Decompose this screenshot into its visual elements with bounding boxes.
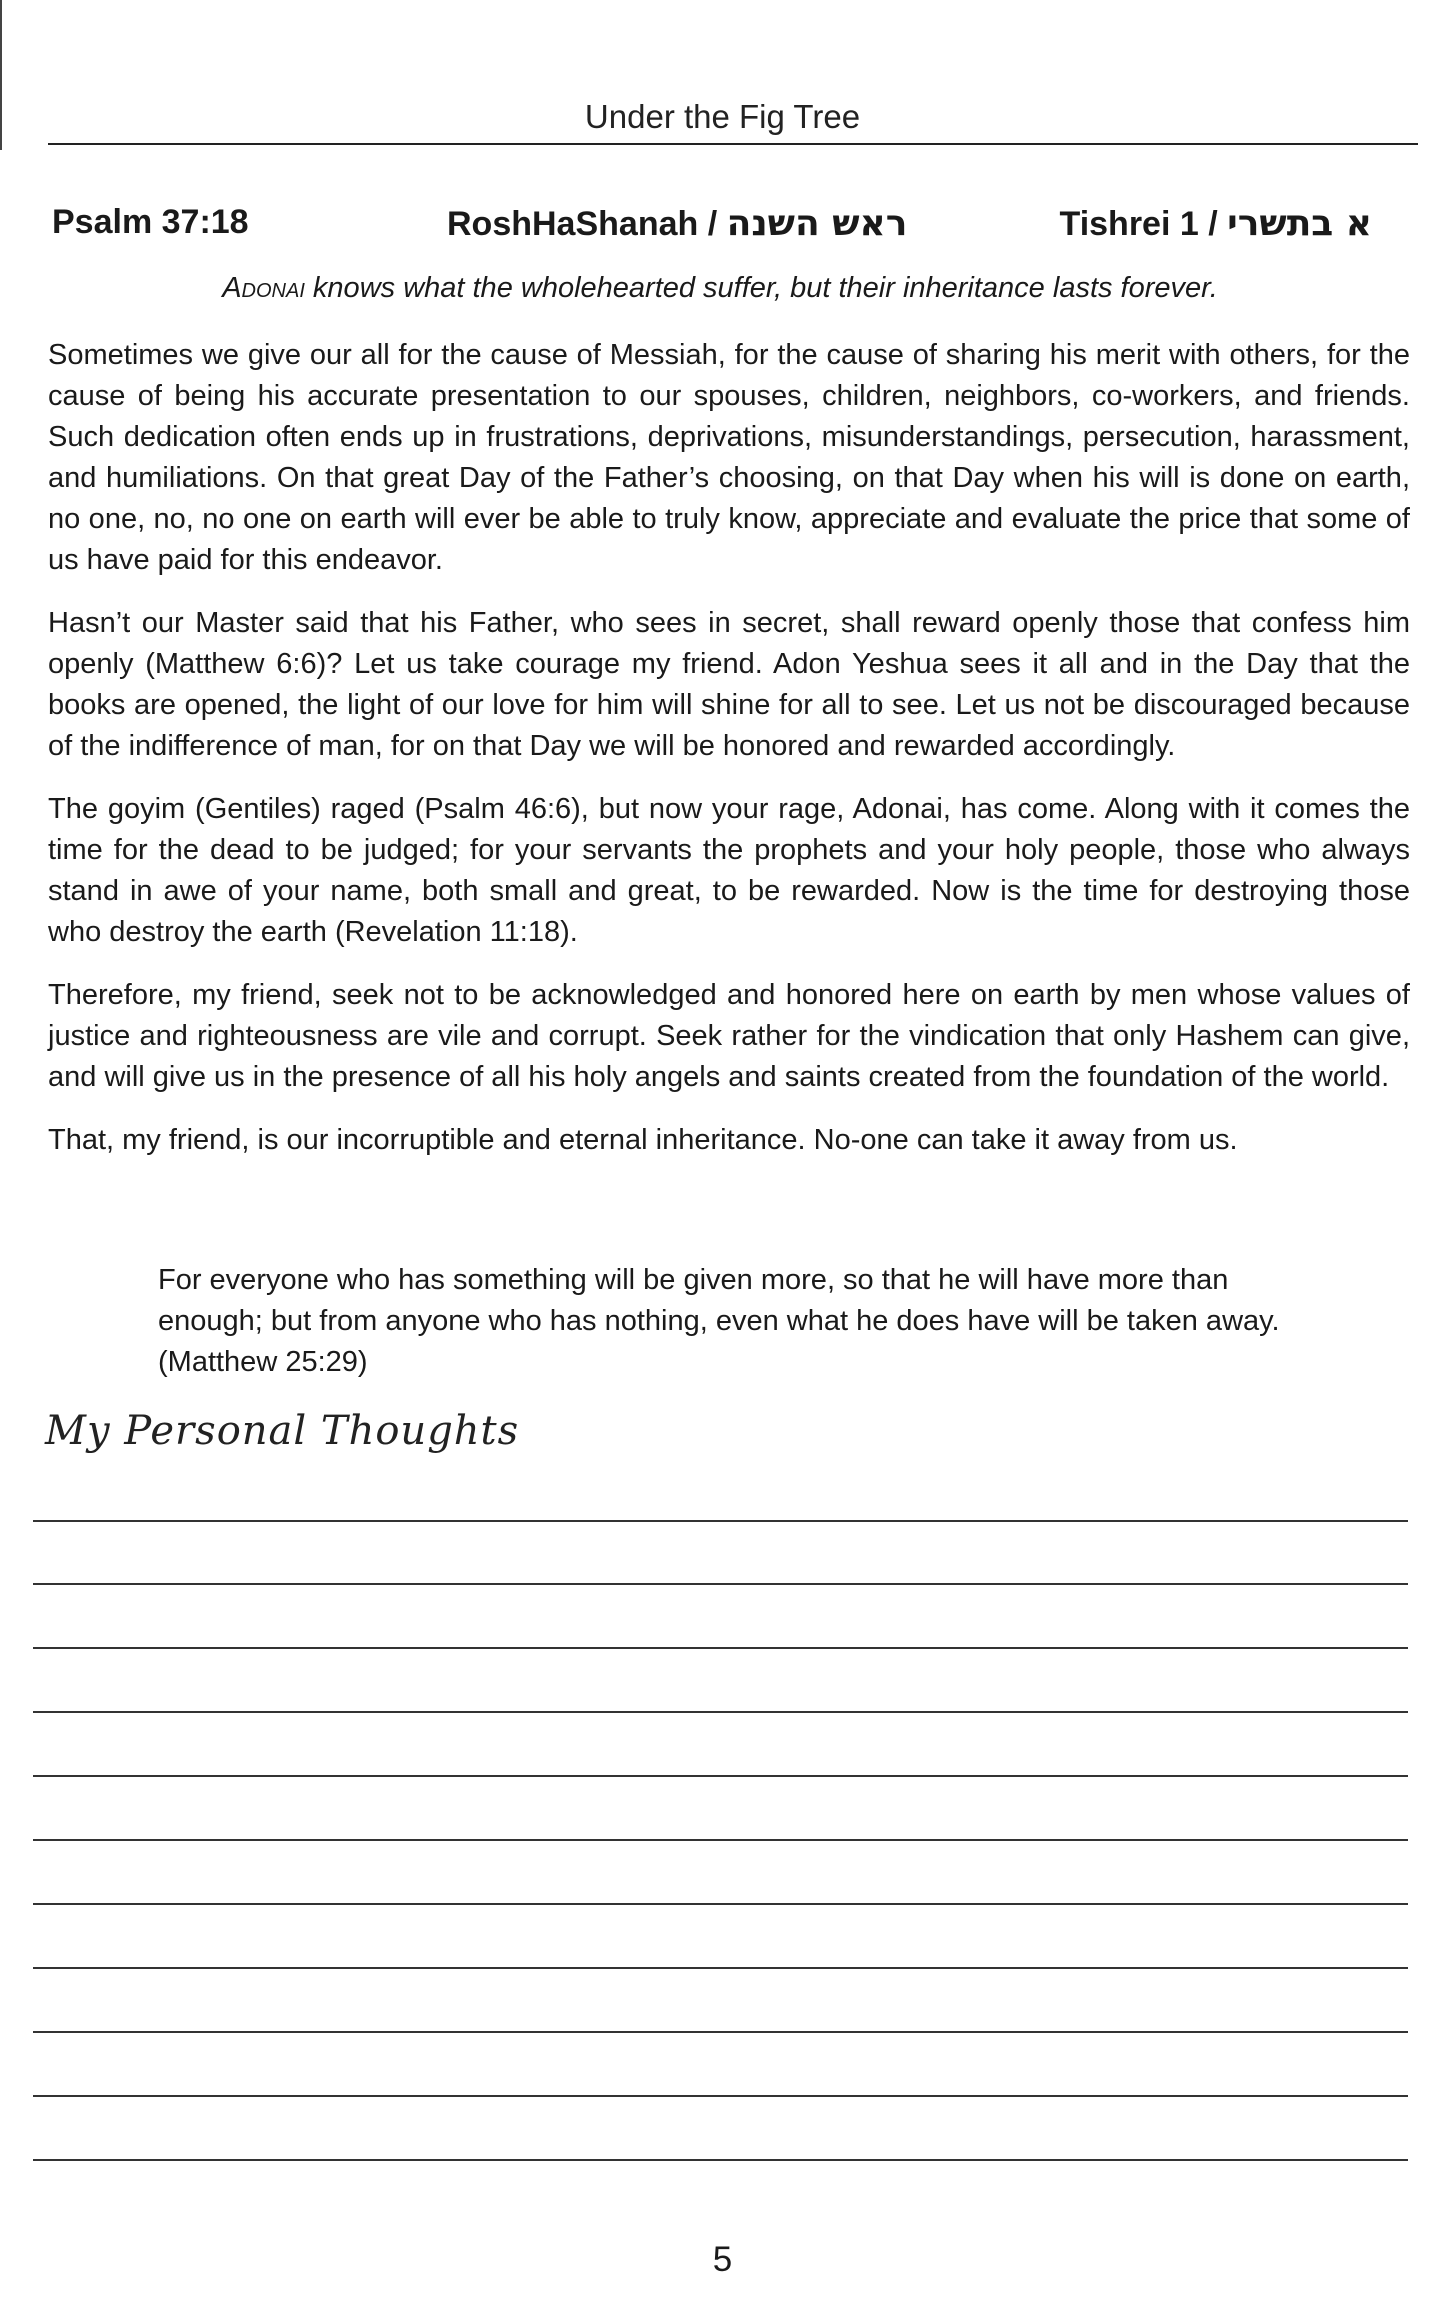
holiday-hebrew: ראש השנה [726, 203, 908, 244]
personal-thoughts-heading: My Personal Thoughts [45, 1408, 520, 1454]
writing-line [33, 1903, 1408, 1905]
writing-line [33, 2095, 1408, 2097]
paragraph: Therefore, my friend, seek not to be acknowledged and honored here on earth by men whose values of justice and righteousness are vile and corrupt. Seek rather for the vindication that only Hashem can give, and will give us in the presence of all his holy angels and saints created from the foundation of the world. [48, 979, 1410, 1093]
date-hebrew: א בתשרי [1227, 203, 1372, 244]
page-number: 5 [712, 2240, 733, 2279]
entry-title-row [52, 203, 1372, 253]
date-label: Tishrei 1 / [1059, 205, 1218, 243]
key-verse [60, 272, 1380, 305]
verse-divine-name: Adonai [222, 272, 305, 304]
verse-text: knows what the wholehearted suffer, but their inheritance lasts forever. [304, 272, 1218, 304]
writing-line [33, 1967, 1408, 1969]
writing-line [33, 1520, 1408, 1522]
block-quote: For everyone who has something will be given more, so that he will have more than enough; but from anyone who has nothing, even what he does have will be taken away. (Matthew 25:29) [158, 1264, 1280, 1378]
writing-line [33, 1647, 1408, 1649]
writing-line [33, 1711, 1408, 1713]
paragraph: The goyim (Gentiles) raged (Psalm 46:6), but now your rage, Adonai, has come. Along with it comes the time for the dead to be judged; for your servants the prophets and your holy people, those who always stand in awe of your name, both small and great, to be rewarded. Now is the time for destroying those who destroy the earth (Revelation 11:18). [48, 793, 1410, 948]
writing-line [33, 1583, 1408, 1585]
date-title [1060, 203, 1372, 244]
paragraph: Sometimes we give our all for the cause of Messiah, for the cause of sharing his merit with others, for the cause of being his accurate presentation to our spouses, children, neighbors, co-workers, and friends. Such dedication often ends up in frustrations, deprivations, misunderstandings, persecution, harassment, and humiliations. On that great Day of the Father’s choosing, on that Day when his will is done on earth, no one, no, no one on earth will ever be able to truly know, appreciate and evaluate the price that some of us have paid for this endeavor. [48, 339, 1410, 576]
writing-line [33, 1839, 1408, 1841]
writing-line [33, 2159, 1408, 2161]
writing-line [33, 1775, 1408, 1777]
psalm-reference: Psalm 37:18 [52, 203, 249, 241]
header-rule [48, 143, 1418, 145]
paragraph: That, my friend, is our incorruptible and eternal inheritance. No-one can take it away from us. [48, 1124, 1238, 1156]
devotional-body [48, 335, 1410, 1183]
paragraph: Hasn’t our Master said that his Father, who sees in secret, shall reward openly those that confess him openly (Matthew 6:6)? Let us take courage my friend. Adon Yeshua sees it all and in the Day that the books are opened, the light of our love for him will shine for all to see. Let us not be discouraged because of the indifference of man, for on that Day we will be honored and rewarded accordingly. [48, 607, 1410, 762]
running-title: Under the Fig Tree [584, 98, 861, 135]
holiday-title [447, 203, 907, 244]
holiday-name: RoshHaShanah / [447, 205, 718, 243]
writing-line [33, 2031, 1408, 2033]
